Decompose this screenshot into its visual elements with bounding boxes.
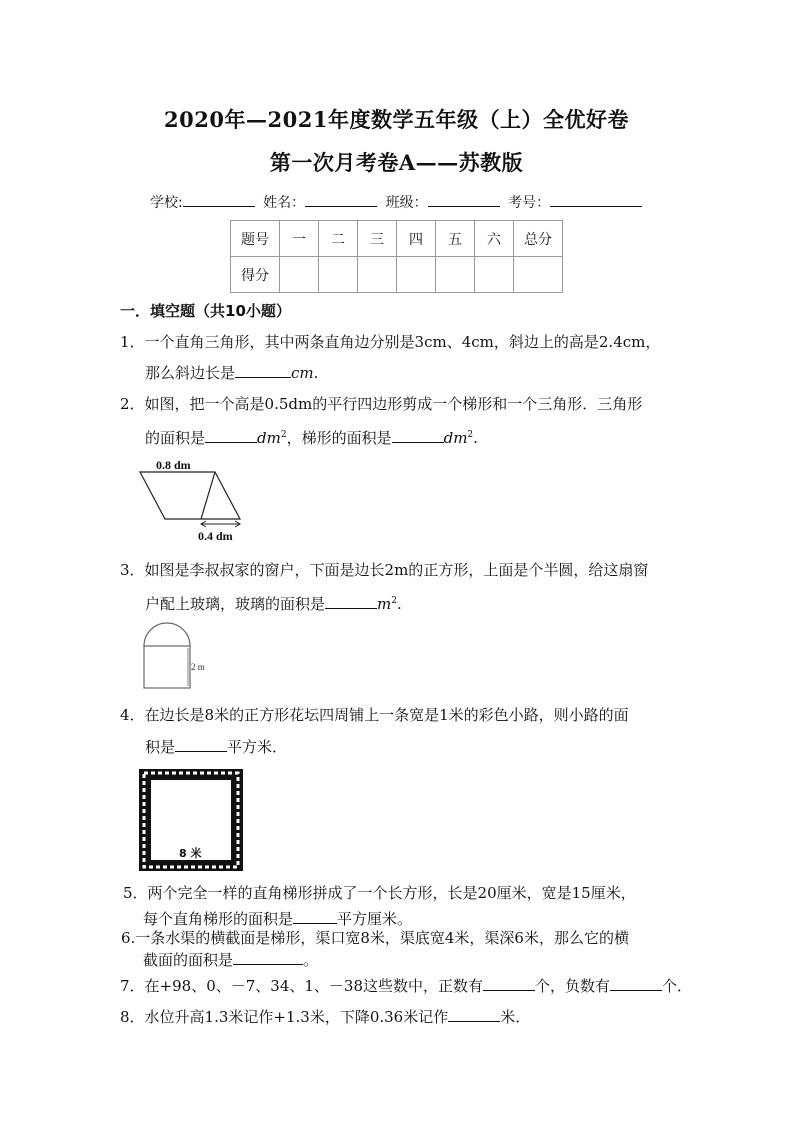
q3-line2: 户配上玻璃，玻璃的面积是 $m^2$. — [145, 595, 402, 613]
q5-line1: 5．两个完全一样的直角梯形拼成了一个长方形，长是20厘米，宽是15厘米， — [123, 884, 636, 902]
header-cell: 六 — [475, 221, 514, 257]
q5-line2: 每个直角梯形的面积是 平方厘米。 — [143, 910, 413, 928]
class-field[interactable] — [428, 192, 500, 207]
q2-line2: 的面积是 $dm^2$，梯形的面积是 $dm^2$. — [145, 429, 478, 447]
q1-answer-blank[interactable] — [235, 362, 291, 378]
school-label: 学校: — [150, 195, 183, 211]
score-cell[interactable] — [358, 257, 397, 293]
score-cell[interactable] — [514, 257, 563, 293]
q7-line: 7．在+98、0、－7、34、1、－38这些数中，正数有 个，负数有 个． — [120, 977, 693, 995]
top-length-label: 0.8 dm — [156, 458, 191, 472]
score-row-label: 得分 — [231, 257, 280, 293]
student-info-line — [150, 192, 646, 212]
q2-line1: 2．如图，把一个高是0.5dm的平行四边形剪成一个梯形和一个三角形．三角形 — [120, 395, 643, 413]
q1-line1: 1．一个直角三角形，其中两条直角边分别是3cm、4cm，斜边上的高是2.4cm， — [120, 333, 661, 351]
header-cell: 五 — [436, 221, 475, 257]
q2-trapezoid-blank[interactable] — [392, 427, 444, 443]
section-heading: 一．填空题（共10小题） — [120, 302, 291, 320]
score-table-header-row — [231, 221, 563, 257]
header-cell: 题号 — [231, 221, 280, 257]
q2-triangle-blank[interactable] — [205, 427, 257, 443]
document-subtitle: 第一次月考卷A——苏教版 — [269, 150, 524, 175]
number-label: 考号： — [508, 195, 551, 211]
semicircle-shape — [144, 623, 190, 646]
class-label: 班级： — [385, 195, 428, 211]
score-cell[interactable] — [436, 257, 475, 293]
header-cell: 总分 — [514, 221, 563, 257]
score-table — [230, 220, 563, 293]
name-field[interactable] — [305, 192, 377, 207]
number-field[interactable] — [550, 192, 642, 207]
score-table-score-row — [231, 257, 563, 293]
parallelogram-figure — [138, 454, 248, 546]
q4-answer-blank[interactable] — [175, 736, 227, 752]
name-label: 姓名： — [263, 195, 306, 211]
q7-positive-blank[interactable] — [483, 975, 535, 991]
q3-answer-blank[interactable] — [325, 593, 377, 609]
header-cell: 二 — [319, 221, 358, 257]
q6-line2: 截面的面积是 。 — [143, 951, 319, 969]
window-figure — [140, 620, 210, 690]
square-shape — [144, 646, 190, 688]
score-cell[interactable] — [319, 257, 358, 293]
header-cell: 四 — [397, 221, 436, 257]
flower-bed-figure — [139, 769, 243, 871]
score-cell[interactable] — [475, 257, 514, 293]
bottom-length-label: 0.4 dm — [198, 529, 233, 543]
q4-line1: 4．在边长是8米的正方形花坛四周铺上一条宽是1米的彩色小路，则小路的面 — [120, 706, 629, 724]
q6-answer-blank[interactable] — [233, 949, 303, 965]
parallelogram-shape — [140, 472, 240, 519]
school-field[interactable] — [183, 192, 255, 207]
q8-line: 8．水位升高1.3米记作+1.3米，下降0.36米记作 米． — [120, 1008, 531, 1026]
q1-line2: 那么斜边长是 cm. — [145, 364, 319, 382]
cut-line — [201, 472, 215, 519]
q3-line1: 3．如图是李叔叔家的窗户，下面是边长2m的正方形，上面是个半圆，给这扇窗 — [120, 561, 649, 579]
score-cell[interactable] — [397, 257, 436, 293]
q5-answer-blank[interactable] — [293, 908, 337, 924]
q7-negative-blank[interactable] — [610, 975, 662, 991]
side-length-label: 8 米 — [179, 847, 202, 860]
header-cell: 一 — [280, 221, 319, 257]
score-cell[interactable] — [280, 257, 319, 293]
q8-answer-blank[interactable] — [448, 1006, 500, 1022]
document-title: 2020年—2021年度数学五年级（上）全优好卷 — [164, 107, 629, 132]
side-length-label: 2 m — [191, 662, 205, 672]
q4-line2: 积是 平方米． — [145, 738, 288, 756]
header-cell: 三 — [358, 221, 397, 257]
q6-line1: 6.一条水渠的横截面是梯形，渠口宽8米，渠底宽4米，渠深6米，那么它的横 — [121, 929, 629, 947]
